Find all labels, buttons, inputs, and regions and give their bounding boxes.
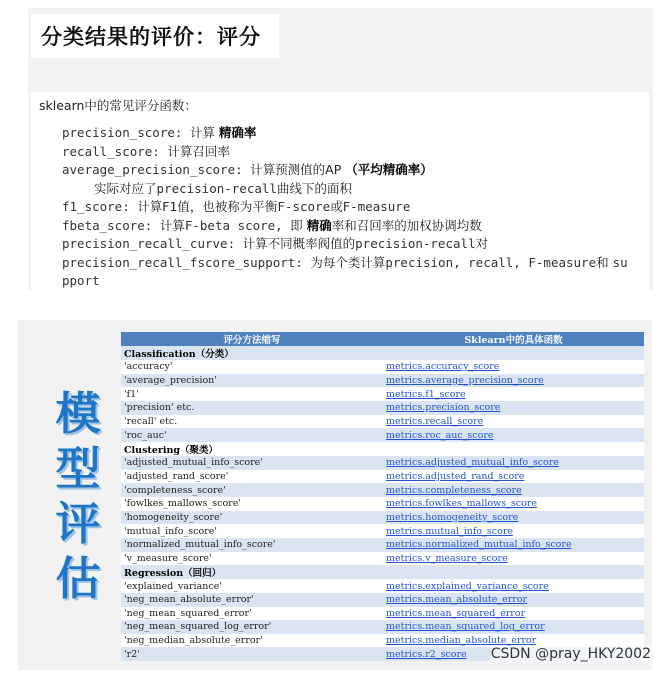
- header-abbrev: 评分方法缩写: [121, 332, 383, 346]
- code-segment: 和: [596, 254, 613, 270]
- scoring-name-cell: Clustering（聚类）: [121, 442, 383, 456]
- table-row: [121, 497, 644, 511]
- table-row: [121, 538, 644, 552]
- metrics-table-wrap: [121, 332, 644, 661]
- scoring-name-cell: 'precision' etc.: [121, 401, 383, 415]
- code-segment: 计算预测值的AP: [250, 162, 346, 177]
- table-row: [121, 415, 644, 429]
- table-row: [121, 524, 644, 538]
- code-segment: precision_recall_fscore_support:: [62, 254, 311, 270]
- empty-cell: [383, 442, 644, 456]
- code-segment: 计算召回率: [167, 143, 230, 159]
- function-link[interactable]: metrics.fowlkes_mallows_score: [383, 497, 644, 511]
- intro-text: sklearn中的常见评分函数：: [39, 98, 197, 113]
- table-row: [121, 483, 644, 497]
- code-segment: 为每个类计算: [310, 254, 386, 270]
- scoring-name-cell: 'neg_median_absolute_error': [121, 634, 383, 648]
- scoring-name-cell: 'v_measure_score': [121, 552, 383, 566]
- code-segment: pport: [62, 273, 100, 288]
- code-segment: precision, recall, F-measure: [385, 254, 597, 270]
- scoring-name-cell: 'accuracy': [121, 360, 383, 374]
- code-segment: precision-recall: [156, 180, 277, 196]
- code-segment: recall_score:: [62, 143, 168, 159]
- function-link[interactable]: metrics.homogeneity_score: [383, 511, 644, 525]
- scoring-name-cell: 'neg_mean_squared_log_error': [121, 620, 383, 634]
- code-line: [62, 180, 652, 199]
- scoring-name-cell: 'explained_variance': [121, 579, 383, 593]
- table-header-row: [121, 332, 644, 346]
- scoring-name-cell: 'r2': [121, 647, 383, 661]
- vertical-title: [48, 386, 108, 606]
- scoring-name-cell: 'fowlkes_mallows_score': [121, 497, 383, 511]
- code-segment: precision_recall_curve:: [62, 236, 243, 251]
- table-row: [121, 456, 644, 470]
- function-link[interactable]: metrics.median_absolute_error: [383, 634, 644, 648]
- scoring-name-cell: 'average_precision': [121, 374, 383, 388]
- function-link[interactable]: metrics.r2_score: [383, 647, 644, 661]
- table-section-row: [121, 565, 644, 579]
- table-row: [121, 401, 644, 415]
- code-segment: F-score: [277, 199, 331, 214]
- code-line: [62, 198, 652, 217]
- function-link[interactable]: metrics.recall_score: [383, 415, 644, 429]
- function-link[interactable]: metrics.mutual_info_score: [383, 524, 644, 538]
- table-row: [121, 374, 644, 388]
- code-segment: f1_score:: [62, 199, 138, 214]
- empty-cell: [383, 346, 644, 360]
- scoring-name-cell: 'recall' etc.: [121, 415, 383, 429]
- code-line: [62, 143, 652, 162]
- table-row: [121, 428, 644, 442]
- function-link[interactable]: metrics.f1_score: [383, 387, 644, 401]
- table-row: [121, 470, 644, 484]
- code-segment: precision-recall: [355, 236, 476, 251]
- function-link[interactable]: metrics.precision_score: [383, 401, 644, 415]
- scoring-name-cell: 'adjusted_mutual_info_score': [121, 456, 383, 470]
- table-row: [121, 607, 644, 621]
- function-link[interactable]: metrics.mean_absolute_error: [383, 593, 644, 607]
- code-segment: 计算不同概率阀值的: [242, 236, 356, 251]
- code-segment: 曲线下的面积: [276, 180, 352, 196]
- code-segment: 对: [475, 236, 489, 251]
- code-list: [62, 124, 652, 291]
- scoring-name-cell: 'normalized_mutual_info_score': [121, 538, 383, 552]
- table-row: [121, 620, 644, 634]
- table-row: [121, 511, 644, 525]
- table-section-row: [121, 346, 644, 360]
- table-row: [121, 387, 644, 401]
- code-segment: 精确: [306, 217, 332, 233]
- code-segment: su: [612, 254, 628, 270]
- table-row: [121, 360, 644, 374]
- code-line: [62, 254, 652, 273]
- code-segment: （平均精确率）: [345, 162, 433, 177]
- function-link[interactable]: metrics.adjusted_mutual_info_score: [383, 456, 644, 470]
- metrics-table: [121, 332, 644, 661]
- page-title: 分类结果的评价：评分: [41, 25, 261, 49]
- code-segment: F-measure: [342, 199, 411, 214]
- code-line: [62, 124, 652, 143]
- function-link[interactable]: metrics.roc_auc_score: [383, 428, 644, 442]
- function-link[interactable]: metrics.accuracy_score: [383, 360, 644, 374]
- function-link[interactable]: metrics.normalized_mutual_info_score: [383, 538, 644, 552]
- code-segment: F-beta score,: [184, 217, 291, 233]
- code-segment: 即: [290, 217, 307, 233]
- scoring-name-cell: Regression（回归）: [121, 565, 383, 579]
- table-section-row: [121, 442, 644, 456]
- code-segment: 或: [330, 199, 343, 214]
- function-link[interactable]: metrics.explained_variance_score: [383, 579, 644, 593]
- header-function: Sklearn中的具体函数: [383, 332, 644, 346]
- slide-title-box: [31, 14, 279, 58]
- scoring-name-cell: 'roc_auc': [121, 428, 383, 442]
- scoring-name-cell: Classification（分类）: [121, 346, 383, 360]
- empty-cell: [383, 565, 644, 579]
- vertical-title-char: 型: [55, 442, 101, 495]
- scoring-name-cell: 'adjusted_rand_score': [121, 470, 383, 484]
- table-row: [121, 579, 644, 593]
- scoring-name-cell: 'completeness_score': [121, 483, 383, 497]
- scoring-name-cell: 'homogeneity_score': [121, 511, 383, 525]
- function-link[interactable]: metrics.completeness_score: [383, 483, 644, 497]
- code-segment: 率和召回率的加权协调均数: [331, 217, 482, 233]
- code-segment: 计算F1值，也被称为平衡: [137, 199, 278, 214]
- scoring-name-cell: 'neg_mean_absolute_error': [121, 593, 383, 607]
- function-link[interactable]: metrics.average_precision_score: [383, 374, 644, 388]
- vertical-title-char: 评: [55, 497, 101, 550]
- code-segment: 计算: [159, 217, 185, 233]
- code-line: [62, 161, 652, 180]
- vertical-title-char: 模: [55, 387, 101, 440]
- scoring-name-cell: 'neg_mean_squared_error': [121, 607, 383, 621]
- function-link[interactable]: metrics.mean_squared_log_error: [383, 620, 644, 634]
- code-segment: fbeta_score:: [62, 217, 160, 233]
- code-segment: precision_score:: [62, 125, 190, 140]
- vertical-title-char: 估: [55, 552, 101, 605]
- code-line: [62, 235, 652, 254]
- code-line: [62, 272, 652, 291]
- scoring-name-cell: 'mutual_info_score': [121, 524, 383, 538]
- code-line: [62, 217, 652, 236]
- function-link[interactable]: metrics.mean_squared_error: [383, 607, 644, 621]
- table-row: [121, 552, 644, 566]
- scoring-name-cell: 'f1': [121, 387, 383, 401]
- code-segment: 精确率: [218, 125, 257, 140]
- code-segment: 实际对应了: [94, 180, 157, 196]
- code-segment: 计算: [189, 125, 219, 140]
- table-row: [121, 593, 644, 607]
- function-link[interactable]: metrics.v_measure_score: [383, 552, 644, 566]
- table-body: [121, 346, 644, 661]
- function-link[interactable]: metrics.adjusted_rand_score: [383, 470, 644, 484]
- watermark: CSDN @pray_HKY2002: [490, 646, 651, 662]
- code-card: [31, 92, 649, 290]
- code-segment: average_precision_score:: [62, 162, 251, 177]
